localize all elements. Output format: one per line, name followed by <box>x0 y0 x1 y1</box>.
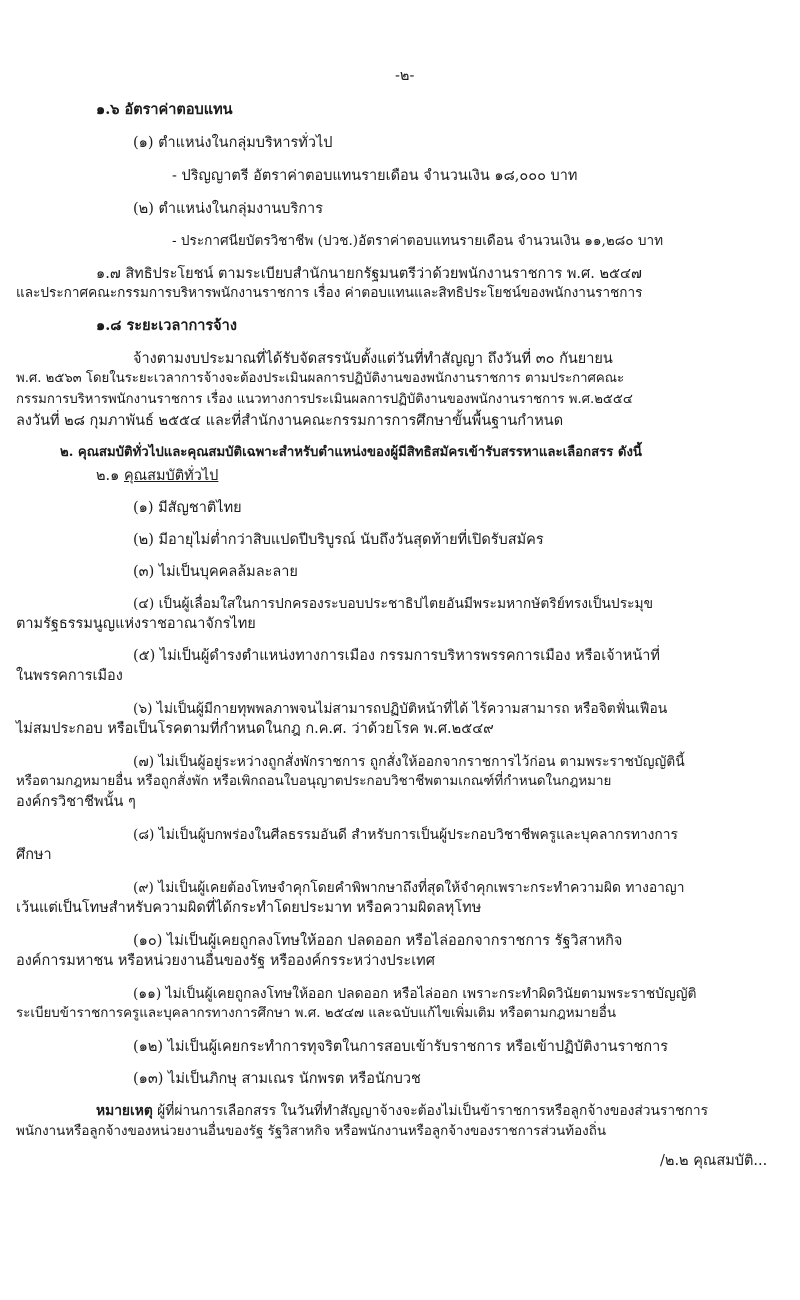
section-1-8-line-4: ลงวันที่ ๒๘ กุมภาพันธ์ ๒๕๕๔ และที่สำนักงานคณะกรรมการการศึกษาขั้นพื้นฐานกำหนด <box>16 413 564 429</box>
qualification-4-line-2: ตามรัฐธรรมนูญแห่งราชอาณาจักรไทย <box>16 616 256 632</box>
qualification-9-line-2: เว้นแต่เป็นโทษสำหรับความผิดที่ได้กระทำโดยประมาท หรือความผิดลหุโทษ <box>16 900 482 916</box>
section-1-6-item-1: (๑) ตำแหน่งในกลุ่มบริหารทั่วไป <box>133 135 333 151</box>
qualification-3: (๓) ไม่เป็นบุคคลล้มละลาย <box>133 564 298 580</box>
section-2-1-number: ๒.๑ <box>96 468 124 484</box>
qualification-9-line-1: (๙) ไม่เป็นผู้เคยต้องโทษจำคุกโดยคำพิพากษาถึงที่สุดให้จำคุกเพราะกระทำความผิด ทางอาญา <box>133 880 685 896</box>
section-1-7-line-1: ๑.๗ สิทธิประโยชน์ ตามระเบียบสำนักนายกรัฐมนตรีว่าด้วยพนักงานราชการ พ.ศ. ๒๕๔๗ <box>96 266 642 282</box>
note-line-2: พนักงานหรือลูกจ้างของหน่วยงานอื่นของรัฐ รัฐวิสาหกิจ หรือพนักงานหรือลูกจ้างของราชการส่วนท้องถิ่น <box>16 1124 606 1139</box>
qualification-11-line-2: ระเบียบข้าราชการครูและบุคลากรทางการศึกษา พ.ศ. ๒๕๔๗ และฉบับแก้ไขเพิ่มเติม หรือตามกฎหมายอื่น <box>16 1006 616 1021</box>
qualification-7-line-1: (๗) ไม่เป็นผู้อยู่ระหว่างถูกสั่งพักราชการ ถูกสั่งให้ออกจากราชการไว้ก่อน ตามพระราชบัญญัตินี้ <box>133 754 685 770</box>
note-line-1 <box>96 1101 708 1121</box>
section-2-1-heading <box>96 466 218 486</box>
section-1-8-line-2: พ.ศ. ๒๕๖๓ โดยในระยะเวลาการจ้างจะต้องประเมินผลการปฏิบัติงานของพนักงานราชการ ตามประกาศคณะ <box>16 371 625 386</box>
qualification-5-line-2: ในพรรคการเมือง <box>16 668 123 684</box>
qualification-2: (๒) มีอายุไม่ต่ำกว่าสิบแปดปีบริบูรณ์ นับถึงวันสุดท้ายที่เปิดรับสมัคร <box>133 532 544 548</box>
page-number: -๒- <box>395 68 415 84</box>
section-1-6-item-1-detail: - ปริญญาตรี อัตราค่าตอบแทนรายเดือน จำนวนเงิน ๑๘,๐๐๐ บาท <box>172 168 578 184</box>
section-1-7-line-2: และประกาศคณะกรรมการบริหารพนักงานราชการ เรื่อง ค่าตอบแทนและสิทธิประโยชน์ของพนักงานราชการ <box>16 285 643 301</box>
section-1-8-line-1: จ้างตามงบประมาณที่ได้รับจัดสรรนับตั้งแต่วันที่ทำสัญญา ถึงวันที่ ๓๐ กันยายน <box>133 351 613 367</box>
qualification-4-line-1: (๔) เป็นผู้เลื่อมใสในการปกครองระบอบประชาธิปไตยอันมีพระมหากษัตริย์ทรงเป็นประมุข <box>133 596 654 612</box>
qualification-11-line-1: (๑๑) ไม่เป็นผู้เคยถูกลงโทษให้ออก ปลดออก หรือไล่ออก เพราะกระทำผิดวินัยตามพระราชบัญญัติ <box>133 986 697 1002</box>
qualification-6-line-2: ไม่สมประกอบ หรือเป็นโรคตามที่กำหนดในกฎ ก.ค.ศ. ว่าด้วยโรค พ.ศ.๒๕๔๙ <box>16 721 494 737</box>
section-1-8-line-3: กรรมการบริหารพนักงานราชการ เรื่อง แนวทางการประเมินผลการปฏิบัติงานของพนักงานราชการ พ.ศ.๒๕๕๔ <box>16 392 633 407</box>
section-1-6-item-2: (๒) ตำแหน่งในกลุ่มงานบริการ <box>133 201 323 217</box>
section-2-heading: ๒. คุณสมบัติทั่วไปและคุณสมบัติเฉพาะสำหรับตำแหน่งของผู้มีสิทธิสมัครเข้ารับสรรหาและเลือกสรร ดังนี้ <box>60 445 642 460</box>
qualification-10-line-1: (๑๐) ไม่เป็นผู้เคยถูกลงโทษให้ออก ปลดออก หรือไล่ออกจากราชการ รัฐวิสาหกิจ <box>133 933 623 949</box>
section-1-6-heading: ๑.๖ อัตราค่าตอบแทน <box>96 101 233 118</box>
qualification-1: (๑) มีสัญชาติไทย <box>133 500 242 516</box>
qualification-6-line-1: (๖) ไม่เป็นผู้มีกายทุพพลภาพจนไม่สามารถปฏิบัติหน้าที่ได้ ไร้ความสามารถ หรือจิตฟั่นเฟือน <box>133 701 668 717</box>
qualification-8-line-2: ศึกษา <box>16 847 52 863</box>
qualification-13: (๑๓) ไม่เป็นภิกษุ สามเณร นักพรต หรือนักบวช <box>133 1071 421 1087</box>
section-1-6-item-2-detail: - ประกาศนียบัตรวิชาชีพ (ปวช.)อัตราค่าตอบแทนรายเดือน จำนวนเงิน ๑๑,๒๘๐ บาท <box>172 233 664 249</box>
section-2-1-title: คุณสมบัติทั่วไป <box>123 468 219 484</box>
note-text-1: ผู้ที่ผ่านการเลือกสรร ในวันที่ทำสัญญาจ้างจะต้องไม่เป็นข้าราชการหรือลูกจ้างของส่วนราชการ <box>152 1103 708 1119</box>
qualification-5-line-1: (๕) ไม่เป็นผู้ดำรงตำแหน่งทางการเมือง กรรมการบริหารพรรคการเมือง หรือเจ้าหน้าที่ <box>133 648 660 664</box>
continuation-marker: /๒.๒ คุณสมบัติ... <box>660 1153 768 1169</box>
qualification-8-line-1: (๘) ไม่เป็นผู้บกพร่องในศีลธรรมอันดี สำหรับการเป็นผู้ประกอบวิชาชีพครูและบุคลากรทางการ <box>133 827 678 843</box>
qualification-12: (๑๒) ไม่เป็นผู้เคยกระทำการทุจริตในการสอบเข้ารับราชการ หรือเข้าปฏิบัติงานราชการ <box>133 1039 669 1055</box>
section-1-8-heading: ๑.๘ ระยะเวลาการจ้าง <box>96 317 237 334</box>
qualification-10-line-2: องค์การมหาชน หรือหน่วยงานอื่นของรัฐ หรือองค์กรระหว่างประเทศ <box>16 953 435 969</box>
qualification-7-line-2: หรือตามกฎหมายอื่น หรือถูกสั่งพัก หรือเพิกถอนใบอนุญาตประกอบวิชาชีพตามเกณฑ์ที่กำหนดในกฎหมาย <box>16 774 612 789</box>
qualification-7-line-3: องค์กรวิชาชีพนั้น ๆ <box>16 794 136 810</box>
note-label: หมายเหตุ <box>96 1103 153 1119</box>
